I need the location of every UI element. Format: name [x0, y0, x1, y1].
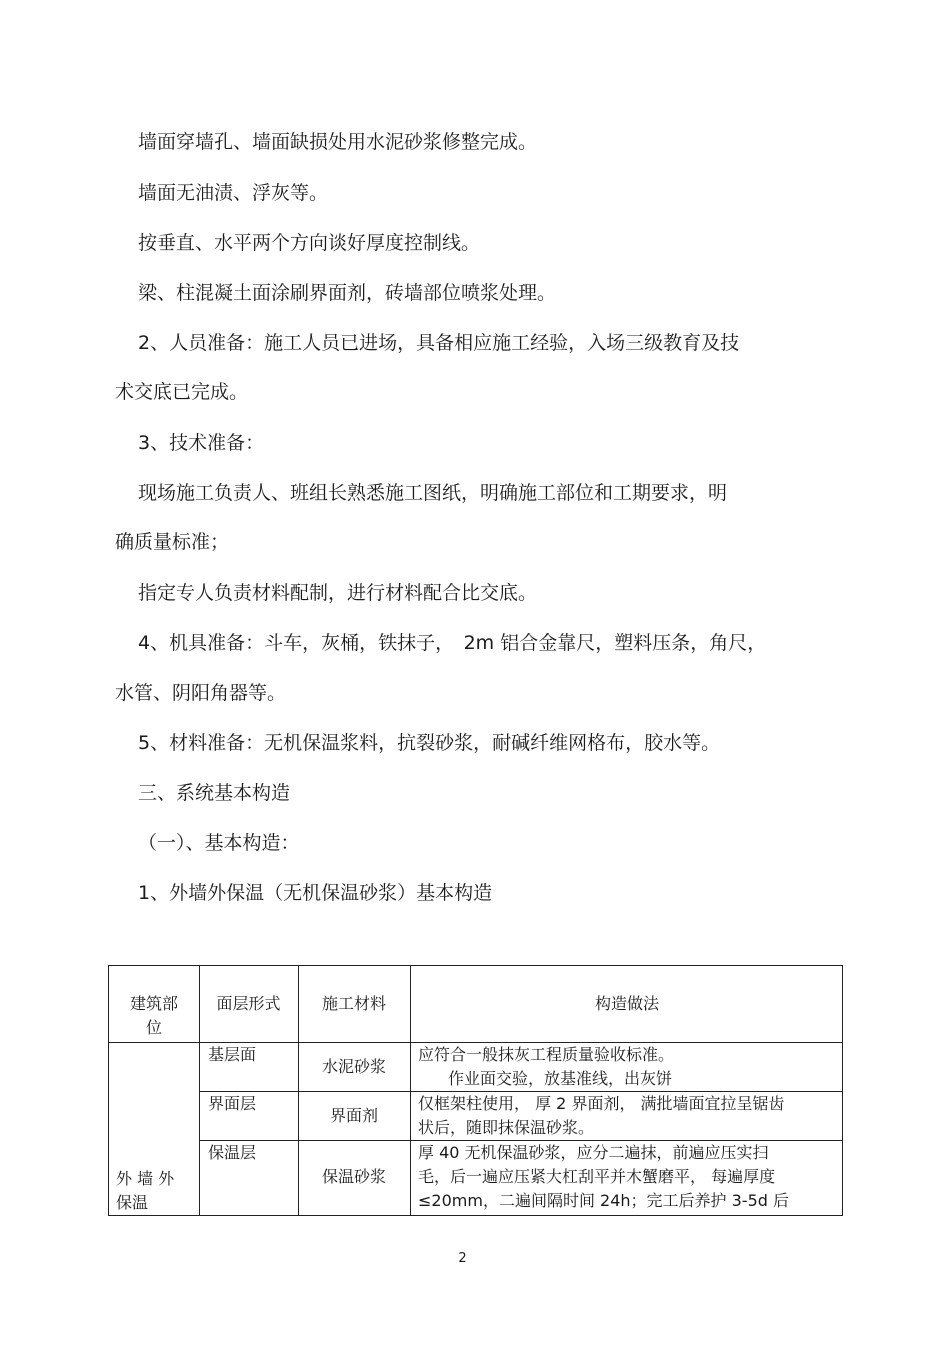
table-cell-method: 厚 40 无机保温砂浆，应分二遍抹，前遍应压实扫: [418, 1143, 769, 1162]
paragraph-line: 3、技术准备：: [138, 432, 265, 454]
header-cell: 施工材料: [321, 994, 386, 1013]
table-cell-material: 保温砂浆: [321, 1167, 386, 1186]
table-cell-material: 界面剂: [329, 1106, 378, 1125]
section-heading: 三、系统基本构造: [138, 782, 291, 804]
paragraph-line: 现场施工负责人、班组长熟悉施工图纸，明确施工部位和工期要求，明: [138, 482, 728, 504]
table-cell-method: 应符合一般抹灰工程质量验收标准。: [418, 1045, 675, 1064]
subsection-heading: （一）、基本构造：: [138, 832, 300, 854]
construction-table: [108, 965, 843, 1216]
paragraph-line: 2、人员准备：施工人员已进场，具备相应施工经验，入场三级教育及技: [138, 332, 740, 354]
paragraph-line: 水管、阴阳角器等。: [115, 682, 287, 704]
table-cell-method: 仅框架柱使用， 厚 2 界面剂， 满批墙面宜拉呈锯齿: [418, 1094, 785, 1113]
table-cell-layer: 保温层: [208, 1143, 257, 1162]
paragraph-line: 墙面无油渍、浮灰等。: [138, 182, 329, 204]
paragraph-line: 墙面穿墙孔、墙面缺损处用水泥砂浆修整完成。: [138, 131, 538, 153]
paragraph-line: 梁、柱混凝土面涂刷界面剂，砖墙部位喷浆处理。: [138, 282, 557, 304]
paragraph-line: 确质量标准；: [115, 531, 230, 553]
table-cell-layer: 基层面: [208, 1045, 257, 1064]
subsection-heading: 1、外墙外保温（无机保温砂浆）基本构造: [138, 882, 493, 904]
paragraph-line: 4、机具准备：斗车，灰桶，铁抹子， 2m 铝合金靠尺，塑料压条，角尺，: [138, 632, 767, 654]
paragraph-line: 5、材料准备：无机保温浆料，抗裂砂浆，耐碱纤维网格布，胶水等。: [138, 732, 721, 754]
table-cell-method: ≤20mm，二遍间隔时间 24h；完工后养护 3-5d 后: [418, 1191, 789, 1210]
row-group-label: 外 墙 外: [116, 1169, 175, 1188]
table-cell-method: 作业面交验，放基准线，出灰饼: [448, 1069, 673, 1088]
row-group-label: 保温: [116, 1193, 149, 1212]
header-cell: 位: [145, 1018, 162, 1037]
table-cell-method: 状后，随即抹保温砂浆。: [418, 1118, 595, 1137]
header-cell: 面层形式: [216, 994, 281, 1013]
paragraph-line: 按垂直、水平两个方向谈好厚度控制线。: [138, 232, 481, 254]
table-cell-method: 毛，后一遍应压紧大杠刮平并木蟹磨平， 每遍厚度: [418, 1167, 776, 1186]
paragraph-line: 术交底已完成。: [115, 381, 249, 403]
page-number: 2: [458, 1251, 467, 1266]
table-cell-layer: 界面层: [208, 1094, 257, 1113]
table-cell-material: 水泥砂浆: [321, 1057, 386, 1076]
header-cell: 建筑部: [129, 994, 178, 1013]
paragraph-line: 指定专人负责材料配制，进行材料配合比交底。: [138, 582, 538, 604]
header-cell: 构造做法: [594, 994, 659, 1013]
